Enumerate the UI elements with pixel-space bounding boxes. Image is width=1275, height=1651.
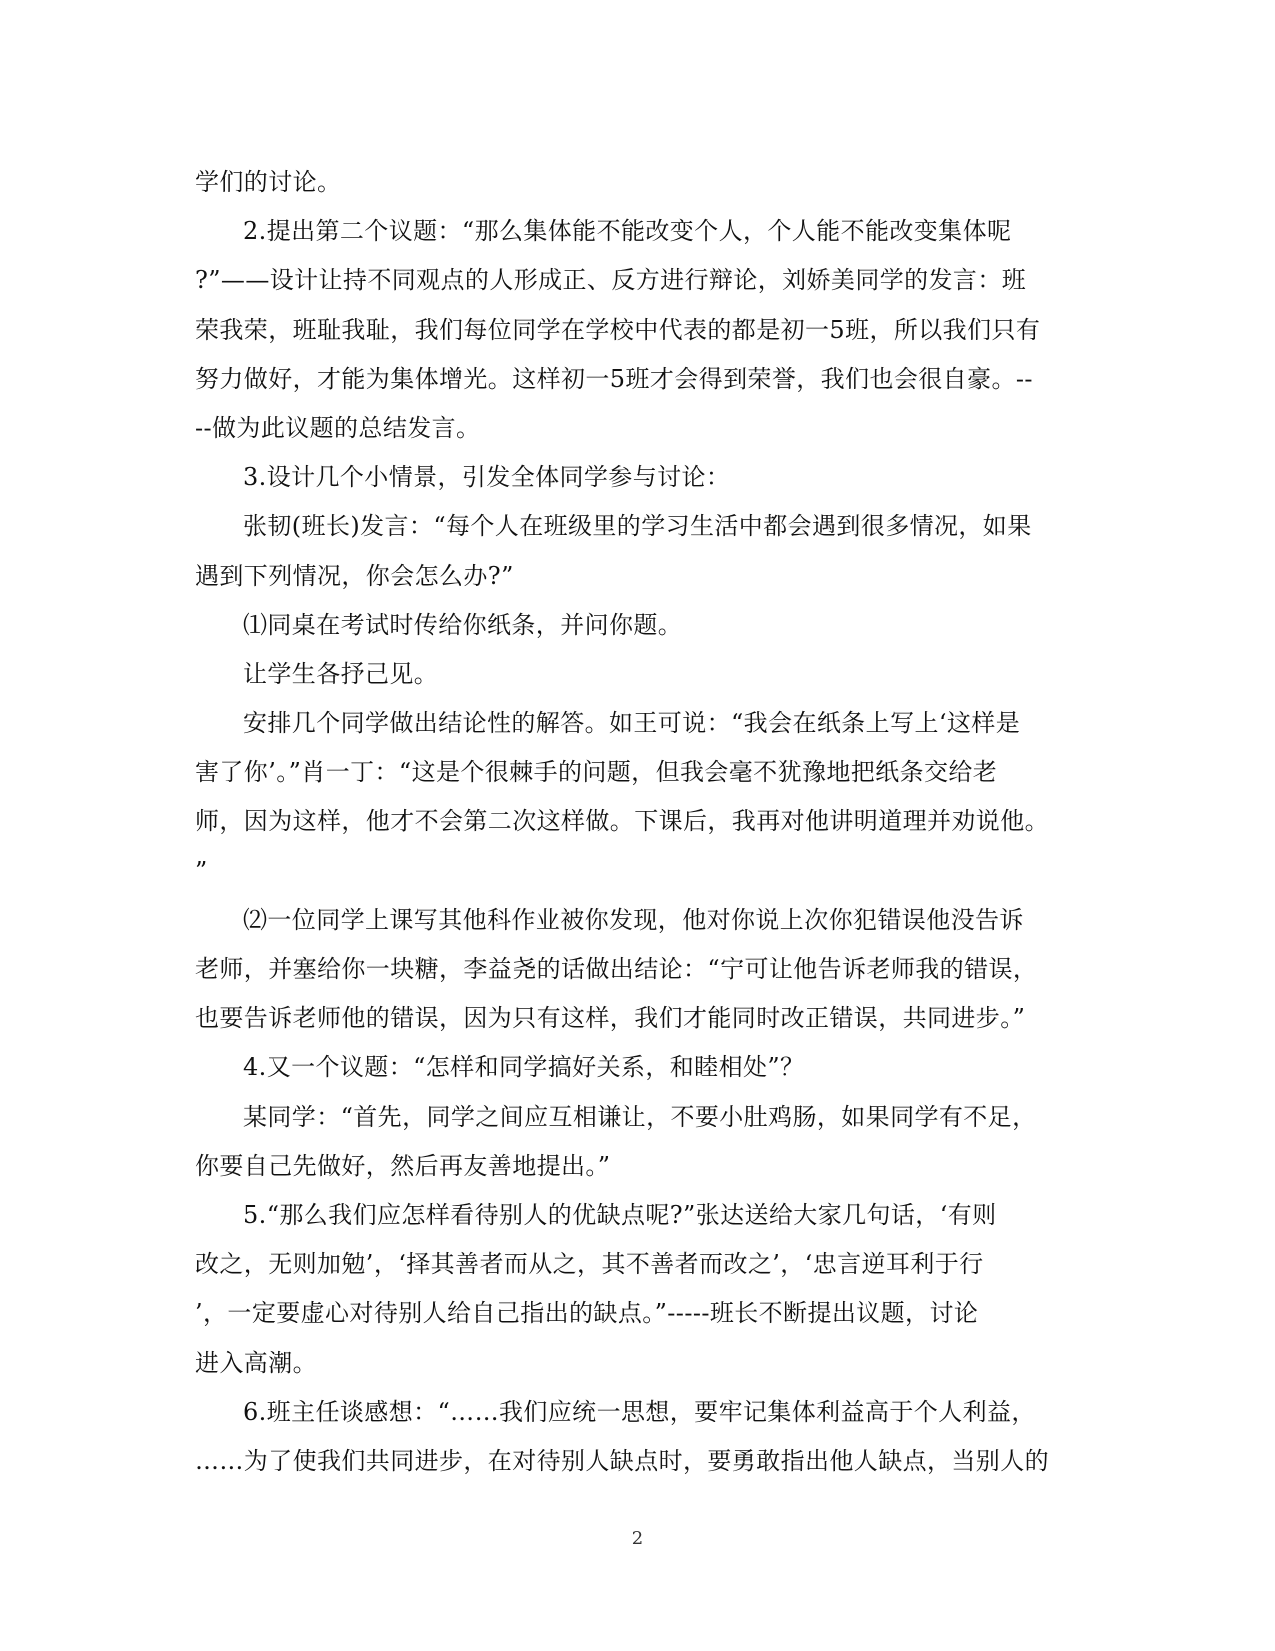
text-line: ⑵一位同学上课写其他科作业被你发现，他对你说上次你犯错误他没告诉 bbox=[243, 905, 1024, 934]
text-line: 荣我荣，班耻我耻，我们每位同学在学校中代表的都是初一5班，所以我们只有 bbox=[195, 315, 1041, 344]
text-line: ……为了使我们共同进步，在对待别人缺点时，要勇敢指出他人缺点，当别人的 bbox=[195, 1446, 1049, 1475]
text-line: 师，因为这样，他才不会第二次这样做。下课后，我再对他讲明道理并劝说他。 bbox=[195, 807, 1049, 836]
page-number: 2 bbox=[631, 1528, 644, 1549]
body-text bbox=[195, 158, 1075, 1486]
text-line: 改之，无则加勉’，‘择其善者而从之，其不善者而改之’，‘忠言逆耳利于行 bbox=[195, 1250, 984, 1279]
text-line: 遇到下列情况，你会怎么办?” bbox=[195, 561, 514, 590]
text-line: ’，一定要虚心对待别人给自己指出的缺点。”-----班长不断提出议题，讨论 bbox=[195, 1299, 979, 1328]
text-line: 张韧(班长)发言：“每个人在班级里的学习生活中都会遇到很多情况，如果 bbox=[243, 512, 1032, 541]
text-line: 努力做好，才能为集体增光。这样初一5班才会得到荣誉，我们也会很自豪。-- bbox=[195, 364, 1033, 393]
text-line: 4.又一个议题：“怎样和同学搞好关系，和睦相处”？ bbox=[243, 1053, 805, 1082]
text-line: ” bbox=[195, 856, 208, 885]
text-line: ?”——设计让持不同观点的人形成正、反方进行辩论，刘娇美同学的发言：班 bbox=[195, 266, 1027, 295]
text-line: 害了你’。”肖一丁：“这是个很棘手的问题，但我会毫不犹豫地把纸条交给老 bbox=[195, 758, 998, 787]
text-line: 6.班主任谈感想：“……我们应统一思想，要牢记集体利益高于个人利益， bbox=[243, 1397, 1036, 1426]
text-line: 安排几个同学做出结论性的解答。如王可说：“我会在纸条上写上‘这样是 bbox=[243, 709, 1021, 738]
text-line: 让学生各抒己见。 bbox=[243, 659, 439, 688]
text-line: 进入高潮。 bbox=[195, 1348, 317, 1377]
text-line: 5.“那么我们应怎样看待别人的优缺点呢?”张达送给大家几句话，‘有则 bbox=[243, 1200, 997, 1229]
text-line: 2.提出第二个议题：“那么集体能不能改变个人，个人能不能改变集体呢 bbox=[243, 217, 1012, 246]
text-line: 3.设计几个小情景，引发全体同学参与讨论： bbox=[243, 463, 731, 492]
text-line: ⑴同桌在考试时传给你纸条，并问你题。 bbox=[243, 610, 683, 639]
text-line: 也要告诉老师他的错误，因为只有这样，我们才能同时改正错误，共同进步。” bbox=[195, 1004, 1026, 1033]
text-line: --做为此议题的总结发言。 bbox=[195, 413, 481, 442]
text-line: 学们的讨论。 bbox=[195, 168, 342, 196]
text-line: 你要自己先做好，然后再友善地提出。” bbox=[195, 1151, 611, 1180]
text-line: 某同学：“首先，同学之间应互相谦让，不要小肚鸡肠，如果同学有不足， bbox=[243, 1102, 1037, 1131]
text-line: 老师，并塞给你一块糖，李益尧的话做出结论：“宁可让他告诉老师我的错误， bbox=[195, 955, 1038, 983]
